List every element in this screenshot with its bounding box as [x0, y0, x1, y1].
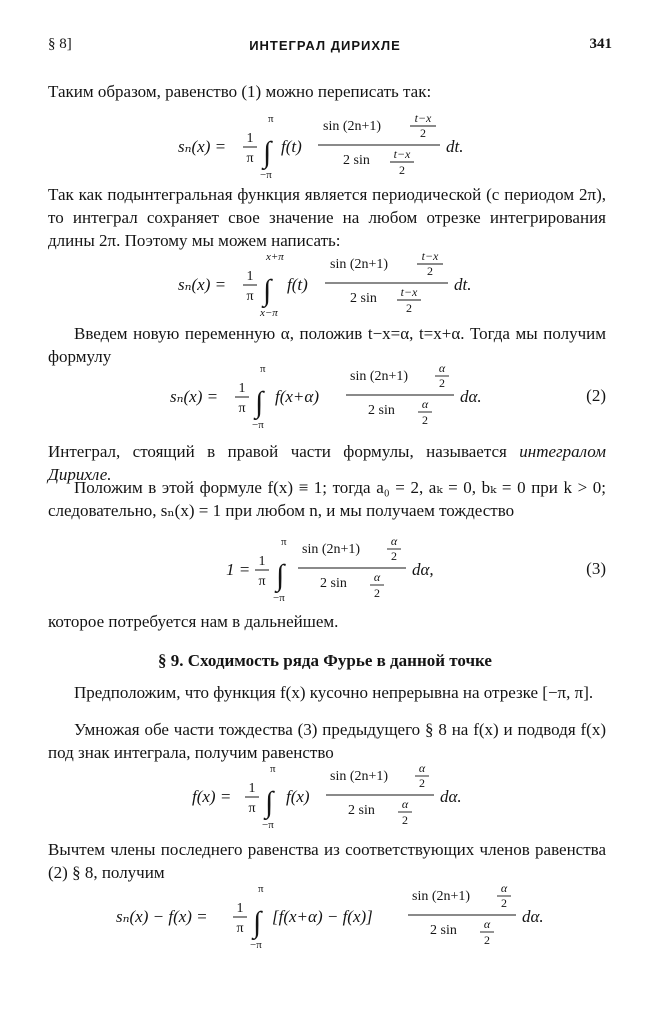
formula-coef-num: 1 [246, 269, 254, 284]
formula-num-frac-den: 2 [391, 549, 397, 563]
paragraph-4-text: Интеграл, стоящий в правой части формулы, называется [48, 442, 520, 461]
formula-upper-limit: π [268, 113, 274, 125]
formula-den-sin: 2 sin [350, 291, 377, 306]
formula-num-frac-den: 2 [419, 776, 425, 790]
formula-num-frac-num: t−x [421, 249, 439, 263]
formula-differential: dα, [412, 560, 434, 579]
formula-differential: dα. [460, 387, 482, 406]
formula-coef-num: 1 [236, 901, 244, 916]
formula-den-frac-num: t−x [400, 285, 418, 299]
formula-lower-limit: −π [260, 169, 272, 181]
formula-den-frac-den: 2 [406, 301, 412, 315]
formula-1 [48, 112, 606, 182]
header-section-ref: § 8] [48, 36, 72, 52]
formula-upper-limit: π [270, 763, 276, 775]
formula-3-svg [48, 362, 606, 432]
formula-integrand: f(x+α) [275, 387, 319, 406]
formula-den-frac-num: t−x [393, 147, 411, 161]
formula-3 [48, 362, 606, 432]
equation-number: (2) [586, 386, 606, 405]
running-title: ИНТЕГРАЛ ДИРИХЛЕ [249, 38, 401, 53]
formula-num-sin: sin (2n+1) [330, 257, 389, 272]
formula-den-frac-num: α [373, 570, 381, 584]
page-number: 341 [589, 36, 612, 52]
section-heading: § 9. Сходимость ряда Фурье в данной точке [158, 651, 492, 670]
paragraph-8: Умножая обе части тождества (3) предыдущего § 8 на f(x) и подводя f(x) под знак интеграла, получим равенство [48, 720, 606, 762]
formula-num-frac-num: α [418, 761, 426, 775]
formula-upper-limit: π [260, 363, 266, 375]
formula-num-frac-den: 2 [501, 896, 507, 910]
paragraph-2: Так как подынтегральная функция является периодической (с периодом 2π), то интеграл сохраняет свое значение на любом отрезке интегрирования длины 2π. Поэтому мы можем написать: [48, 185, 606, 250]
formula-differential: dt. [454, 275, 472, 294]
paragraph-9: Вычтем члены последнего равенства из соответствующих членов равенства (2) § 8, получим [48, 840, 606, 882]
formula-lhs: sₙ(x) = [170, 387, 219, 406]
formula-coef-num: 1 [238, 381, 246, 396]
formula-den-sin: 2 sin [348, 803, 375, 818]
formula-integrand: f(t) [287, 275, 308, 294]
formula-lhs: f(x) = [192, 787, 232, 806]
formula-4-svg [48, 535, 606, 605]
formula-num-frac-num: t−x [414, 111, 432, 125]
formula-coef-den: π [248, 801, 256, 816]
formula-den-frac-den: 2 [374, 586, 380, 600]
formula-integrand: f(x) [286, 787, 310, 806]
integral-sign: ∫ [265, 786, 274, 819]
formula-1-svg [48, 112, 606, 182]
formula-num-frac-num: α [390, 534, 398, 548]
paragraph-1: Таким образом, равенство (1) можно переписать так: [48, 82, 432, 101]
formula-den-sin: 2 sin [320, 576, 347, 591]
paragraph-7: Предположим, что функция f(x) кусочно непрерывна на отрезке [−π, π]. [74, 683, 594, 702]
formula-differential: dα. [440, 787, 462, 806]
formula-differential: dt. [446, 137, 464, 156]
formula-lower-limit: −π [262, 819, 274, 831]
formula-lhs: sₙ(x) − f(x) = [116, 907, 208, 926]
formula-upper-limit: π [258, 883, 264, 895]
formula-6 [48, 882, 606, 952]
formula-den-frac-num: α [483, 917, 491, 931]
formula-num-frac-den: 2 [420, 126, 426, 140]
formula-coef-num: 1 [248, 781, 256, 796]
formula-den-frac-num: α [401, 797, 409, 811]
formula-num-sin: sin (2n+1) [412, 889, 471, 904]
formula-coef-den: π [258, 574, 266, 589]
formula-5 [48, 762, 606, 832]
integral-sign: ∫ [255, 386, 264, 419]
paragraph-3: Введем новую переменную α, положив t−x=α, t=x+α. Тогда мы получим формулу [48, 324, 606, 366]
formula-integrand: f(t) [281, 137, 302, 156]
formula-lower-limit: −π [252, 419, 264, 431]
formula-coef-den: π [238, 401, 246, 416]
term-dirichlet-integral: интегралом Дирихле. [48, 442, 606, 484]
formula-integrand: [f(x+α) − f(x)] [272, 907, 373, 926]
formula-num-sin: sin (2n+1) [323, 119, 382, 134]
integral-sign: ∫ [263, 274, 272, 307]
formula-upper-limit: π [281, 536, 287, 548]
integral-sign: ∫ [253, 906, 262, 939]
formula-lhs: 1 = [226, 560, 251, 579]
formula-num-frac-num: α [438, 361, 446, 375]
formula-4 [48, 535, 606, 605]
formula-2 [48, 250, 606, 320]
paragraph-5: Положим в этой формуле f(x) ≡ 1; тогда a₀ = 2, aₖ = 0, bₖ = 0 при k > 0; следовательно, sₙ(x) = 1 при любом n, и мы получаем тождество [48, 478, 606, 520]
formula-upper-limit: x+π [266, 251, 284, 263]
formula-den-frac-den: 2 [402, 813, 408, 827]
formula-lower-limit: −π [273, 592, 285, 604]
integral-sign: ∫ [276, 559, 285, 592]
formula-6-svg [48, 882, 606, 952]
formula-den-sin: 2 sin [343, 153, 370, 168]
formula-2-svg [48, 250, 606, 320]
formula-lhs: sₙ(x) = [178, 275, 227, 294]
formula-coef-den: π [246, 289, 254, 304]
formula-den-sin: 2 sin [430, 923, 457, 938]
formula-coef-den: π [246, 151, 254, 166]
formula-num-sin: sin (2n+1) [330, 769, 389, 784]
formula-lhs: sₙ(x) = [178, 137, 227, 156]
formula-lower-limit: x−π [260, 307, 278, 319]
formula-num-frac-den: 2 [439, 376, 445, 390]
paragraph-6: которое потребуется нам в дальнейшем. [48, 612, 339, 631]
formula-coef-num: 1 [258, 554, 266, 569]
formula-lower-limit: −π [250, 939, 262, 951]
formula-num-sin: sin (2n+1) [302, 542, 361, 557]
integral-sign: ∫ [263, 136, 272, 169]
formula-coef-num: 1 [246, 131, 254, 146]
formula-den-frac-den: 2 [484, 933, 490, 947]
formula-den-frac-num: α [421, 397, 429, 411]
formula-5-svg [48, 762, 606, 832]
formula-num-sin: sin (2n+1) [350, 369, 409, 384]
formula-den-frac-den: 2 [422, 413, 428, 427]
formula-coef-den: π [236, 921, 244, 936]
formula-num-frac-den: 2 [427, 264, 433, 278]
formula-differential: dα. [522, 907, 544, 926]
formula-den-frac-den: 2 [399, 163, 405, 177]
formula-num-frac-num: α [500, 881, 508, 895]
formula-den-sin: 2 sin [368, 403, 395, 418]
equation-number: (3) [586, 559, 606, 578]
